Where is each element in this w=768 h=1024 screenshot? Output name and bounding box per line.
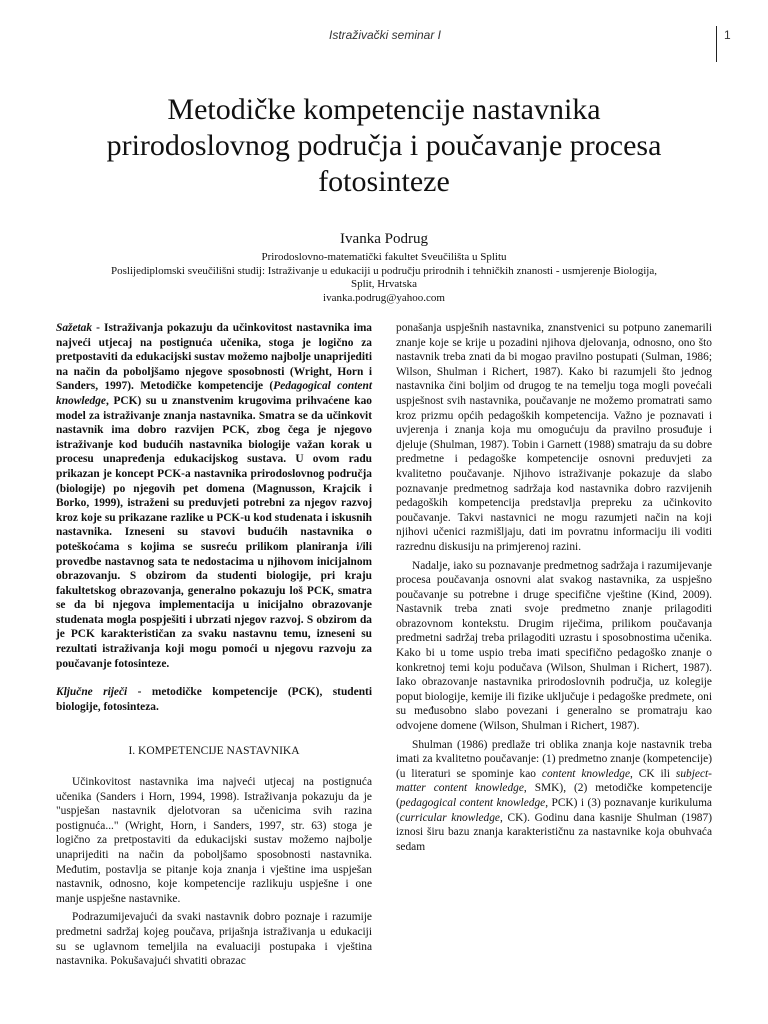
keywords-text: - metodičke kompetencije (PCK), studenti biologije, fotosinteza.	[56, 686, 372, 713]
right-column	[396, 321, 712, 854]
term-content-knowledge: content knowledge	[541, 767, 631, 780]
keywords	[56, 685, 372, 714]
right-paragraph-3-text-d: , PCK) i (3) poznavanje kurikuluma (	[396, 797, 712, 824]
term-subject-matter: subject-matter content knowledge	[396, 767, 712, 795]
running-title: Istraživački seminar I	[328, 28, 442, 42]
header-divider	[716, 26, 717, 62]
right-paragraph-3-text-e: , CK). Godinu dana kasnije Shulman (1987) iznosi širu bazu znanja karakterističnu za nastavnike koja obuhvaća sedam	[396, 811, 712, 853]
section-1-paragraph-1: Učinkovitost nastavnika ima najveći utjecaj na postignuća učenika (Sanders i Horn, 1994, 1998). Istraživanja pokazuju da je "uspješan nastavnik djelotvoran sa učenicima svih razina postignuća..." (Wright, Horn, i Sanders, 1997, str. 63) stoga je logično za pretpostaviti da edukacijski sustav možemo najbolje unaprijediti na način da poboljšamo sposobnosti nastavnika. Međutim, postavlja se pitanje koja znanja i vještine ima uspješan nastavnik, odnosno, koje kompetencije razlikuju uspješne i one manje uspješne nastavnike.	[56, 776, 372, 905]
term-pedagogical: pedagogical content knowledge	[399, 797, 546, 809]
author-block	[60, 230, 708, 305]
keywords-label: Ključne riječi	[56, 686, 128, 699]
right-paragraph-3-text-a: Shulman (1986) predlaže tri oblika znanja koje nastavnik treba imati za kvalitetno poučavanje: (1) predmetno znanje (kompetencije) (u literaturi se spominje kao	[396, 738, 712, 780]
affiliation-line-3: Split, Hrvatska	[351, 278, 417, 290]
right-paragraph-3	[396, 738, 712, 855]
running-header	[0, 26, 768, 46]
right-paragraph-3-text-c: , SMK), (2) metodičke kompetencije (	[396, 782, 713, 809]
abstract-term: Pedagogical content knowledge	[56, 380, 372, 407]
abstract	[56, 321, 372, 671]
page-number: 1	[724, 28, 731, 42]
author-name: Ivanka Podrug	[340, 231, 428, 247]
term-curricular: curricular knowledge	[399, 811, 500, 824]
abstract-label: Sažetak	[56, 322, 93, 334]
paper-title: Metodičke kompetencije nastavnika prirodoslovnog područja i poučavanje procesa fotosinteze	[106, 93, 662, 198]
affiliation-line-1: Prirodoslovno-matematički fakultet Sveučilišta u Splitu	[261, 251, 507, 263]
abstract-text-2: , PCK) su u znanstvenim krugovima prihvaćene kao model za istraživanje znanja nastavnika. Smatra se da učinkovit nastavnik ima dobro razvijen PCK, zbog čega je njegovo istraživanje kod budućih nastavnika biologije važan korak u procesu unapređenja edukacijskog sustava. U ovom radu prikazan je koncept PCK-a nastavnika prirodoslovnog područja (biologije) po njegovih pet domena (Magnusson, Krajcik i Borko, 1999), istraženi su preduvjeti potrebni za njegov razvoj kroz koje su prikazane razlike u PCK-u kod studenata i iskusnih nastavnika. Izneseni su stavovi budućih nastavnika o poteškoćama s kojima se susreću prilikom planiranja i/ili provedbe nastavnog sata te nedostacima u njihovom inicijalnom obrazovanju. S obzirom da studenti biologije, pri kraju fakultetskog obrazovanja, generalno pokazuju loš PCK, smatra se da bi njegova implementacija u inicijalno obrazovanje studenata mogla pospješiti i ubrzati njegov razvoj. S obzirom da je PCK karakterističan za svaku nastavnu temu, izneseni su rezultati istraživanja koji mogu pomoći u njegovu razvoju za poučavanje fotosinteze.	[56, 394, 372, 670]
right-paragraph-3-text-b: , CK ili	[630, 767, 676, 780]
section-heading: I. KOMPETENCIJE NASTAVNIKA	[128, 745, 300, 758]
left-column	[56, 321, 372, 969]
author-email: ivanka.podrug@yahoo.com	[323, 291, 445, 304]
section-1-paragraph-2: Podrazumijevajući da svaki nastavnik dobro poznaje i razumije predmetni sadržaj kojeg poučava, prijašnja istraživanja u edukaciji su se uglavnom temeljila na evaluaciji postupaka i vještina nastavnika. Pokušavajući shvatiti obrazac	[56, 911, 372, 968]
right-paragraph-1: ponašanja uspješnih nastavnika, znanstvenici su potpuno zanemarili znanje koje se krije u pozadini njihova djelovanja, odnosno, ono što nastavnik treba znati da bi mogao pravilno postupati (Sulman, 1986; Wilson, Shulman i Richert, 1987). Kako bi razumjeli što jednog nastavnika čini boljim od drugog te na temelju toga mogli povećali uspješnost svih nastavnika, poučavanje ne možemo promatrati samo kroz prizmu općih pedagoških kompetencija. Važno je poznavati i uvjerenja i znanja koja mu omogućuju da pravilno prosuđuje i djeluje (Shulman, 1987). Tobin i Garnett (1988) smatraju da su dobre predmetne i pedagoške kompetencije osnovni preduvjeti za kvalitetno poučavanje. Njihovo istraživanje pokazuje da slabo poznavanje predmetnog sadržaja kod nastavnika dobro razvijenih pedagoških kompetencija predstavlja prepreku za učinkovito poučavanje. Takvi nastavnici ne mogu razumjeti način na koji njihovi učenici razmišljaju, dati im povratnu informaciju ili voditi razrednu diskusiju na primjerenoj razini.	[396, 322, 712, 553]
affiliation-line-2: Poslijediplomski sveučilišni studij: Istraživanje u edukaciji u području prirodnih i tehničkih znanosti - usmjerenje Biologija,	[111, 264, 657, 277]
right-paragraph-2: Nadalje, iako su poznavanje predmetnog sadržaja i razumijevanje procesa poučavanja osnovni alat svakog nastavnika, za uspješno poučavanje su potrebne i druge specifične vještine (Kind, 2009). Nastavnik treba znati svoje predmetno znanje prilagoditi obrazovnom kontekstu. Drugim riječima, prilikom poučavanja predmetni sadržaj treba prilagoditi uzrastu i sposobnostima učenika. Kako bi u tome uspio treba imati specifično pedagoško znanje o konkretnoj temi koju podučava (Wilson, Shulman i Richert, 1987). Iako obrazovanje nastavnika prirodoslovnih područja, uz kolegije poput biologije, kemije ili fizike uključuje i pedagoške predmete, oni su međusobno slabo povezani i generalno se promatraju kao odvojene domene (Wilson, Shulman i Richert, 1987).	[396, 559, 712, 733]
abstract-text-1: - Istraživanja pokazuju da učinkovitost nastavnika ima najveći utjecaj na postignuća učenika, stoga je logično za pretpostaviti da edukacijski sustav možemo najbolje unaprijediti na način da poboljšamo njegove sposobnosti (Wright, Horn i Sanders, 1997). Metodičke kompetencije (	[56, 322, 372, 393]
